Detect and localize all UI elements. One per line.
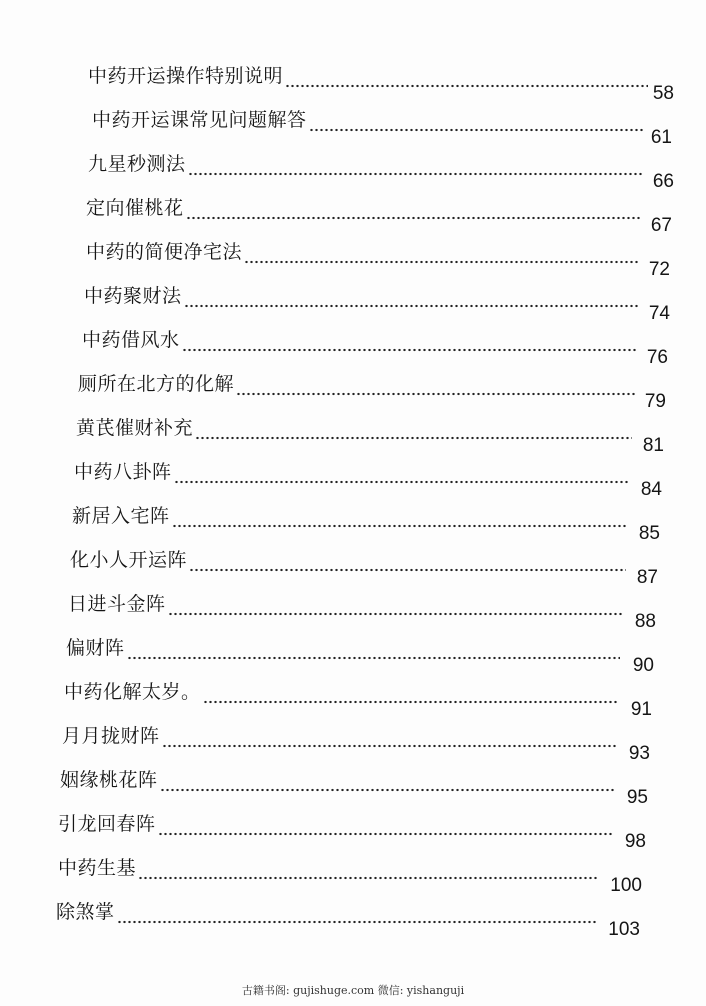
toc-entry-page: 85 bbox=[638, 523, 660, 544]
toc-entry-page: 67 bbox=[650, 215, 672, 236]
toc-entry-title: 黄芪催财补充 bbox=[76, 417, 194, 439]
toc-leader-dots bbox=[138, 856, 598, 880]
toc-entry-title: 中药聚财法 bbox=[84, 285, 182, 307]
toc-leader-dots bbox=[188, 152, 642, 176]
toc-entry-page: 66 bbox=[652, 171, 674, 192]
toc-entry-page: 93 bbox=[628, 743, 650, 764]
toc-entry bbox=[68, 592, 656, 634]
toc-leader-dots bbox=[203, 680, 618, 704]
toc-entry bbox=[82, 328, 668, 370]
toc-entry-page: 95 bbox=[626, 787, 648, 808]
toc-leader-dots bbox=[189, 548, 626, 572]
toc-leader-dots bbox=[184, 284, 640, 308]
toc-leader-dots bbox=[186, 196, 642, 220]
toc-leader-dots bbox=[168, 592, 622, 616]
toc-leader-dots bbox=[158, 812, 612, 836]
toc-entry-page: 79 bbox=[644, 391, 666, 412]
toc-entry-title: 日进斗金阵 bbox=[68, 593, 166, 615]
toc-entry-page: 84 bbox=[640, 479, 662, 500]
toc-entry-title: 中药开运课常见问题解答 bbox=[92, 109, 307, 131]
toc-entry-title: 中药生基 bbox=[58, 857, 137, 879]
toc-entry-page: 90 bbox=[632, 655, 654, 676]
toc-entry-title: 除煞掌 bbox=[56, 901, 115, 923]
toc-entry-page: 61 bbox=[650, 127, 672, 148]
toc-leader-dots bbox=[236, 372, 636, 396]
toc-entry bbox=[88, 64, 674, 106]
toc-entry bbox=[60, 768, 648, 810]
toc-entry-title: 定向催桃花 bbox=[86, 197, 184, 219]
toc-entry-title: 化小人开运阵 bbox=[70, 549, 188, 571]
toc-entry bbox=[74, 460, 662, 502]
toc-entry bbox=[86, 196, 672, 238]
toc-leader-dots bbox=[127, 636, 620, 660]
toc-leader-dots bbox=[309, 108, 644, 132]
toc-leader-dots bbox=[160, 768, 614, 792]
toc-entry-page: 76 bbox=[646, 347, 668, 368]
toc-entry-title: 姻缘桃花阵 bbox=[60, 769, 158, 791]
toc-entry-page: 100 bbox=[610, 875, 642, 896]
toc-entry-title: 厕所在北方的化解 bbox=[78, 373, 235, 395]
toc-entry-page: 88 bbox=[634, 611, 656, 632]
toc-leader-dots bbox=[244, 240, 640, 264]
toc-entry-title: 偏财阵 bbox=[66, 637, 125, 659]
toc-entry-title: 九星秒测法 bbox=[88, 153, 186, 175]
toc-entry-page: 98 bbox=[624, 831, 646, 852]
toc-entry bbox=[58, 856, 642, 898]
toc-entry bbox=[92, 108, 672, 150]
toc-entry bbox=[70, 548, 658, 590]
toc-entry bbox=[58, 812, 646, 854]
toc-entry bbox=[66, 636, 654, 678]
toc-entry-page: 72 bbox=[648, 259, 670, 280]
footer-watermark: 古籍书阁: gujishuge.com 微信: yishanguji bbox=[241, 984, 465, 997]
toc-entry bbox=[64, 680, 652, 722]
toc-entry bbox=[88, 152, 674, 194]
toc-entry bbox=[72, 504, 660, 546]
toc-entry bbox=[56, 900, 640, 942]
toc-entry-title: 中药的简便净宅法 bbox=[86, 241, 243, 263]
toc-entry-title: 月月拢财阵 bbox=[62, 725, 160, 747]
toc-entry bbox=[84, 284, 670, 326]
toc-entry-title: 中药八卦阵 bbox=[74, 461, 172, 483]
toc-entry bbox=[86, 240, 670, 282]
toc-entry-title: 中药开运操作特别说明 bbox=[88, 65, 284, 87]
toc-entry bbox=[76, 416, 664, 458]
toc-entry-title: 引龙回春阵 bbox=[58, 813, 156, 835]
toc-entry-title: 中药化解太岁。 bbox=[64, 681, 201, 703]
toc-leader-dots bbox=[117, 900, 596, 924]
toc-entry bbox=[78, 372, 666, 414]
toc-entry-page: 58 bbox=[652, 83, 674, 104]
toc-entry-title: 中药借风水 bbox=[82, 329, 180, 351]
toc-entry-page: 87 bbox=[636, 567, 658, 588]
toc-entry-page: 81 bbox=[642, 435, 664, 456]
toc-leader-dots bbox=[285, 64, 648, 88]
toc-entry-page: 91 bbox=[630, 699, 652, 720]
toc-leader-dots bbox=[195, 416, 632, 440]
toc-leader-dots bbox=[162, 724, 616, 748]
toc-entry-title: 新居入宅阵 bbox=[72, 505, 170, 527]
toc-leader-dots bbox=[182, 328, 638, 352]
toc-leader-dots bbox=[174, 460, 630, 484]
toc-leader-dots bbox=[172, 504, 628, 528]
toc-entry-page: 103 bbox=[608, 919, 640, 940]
toc-entry bbox=[62, 724, 650, 766]
toc-entry-page: 74 bbox=[648, 303, 670, 324]
